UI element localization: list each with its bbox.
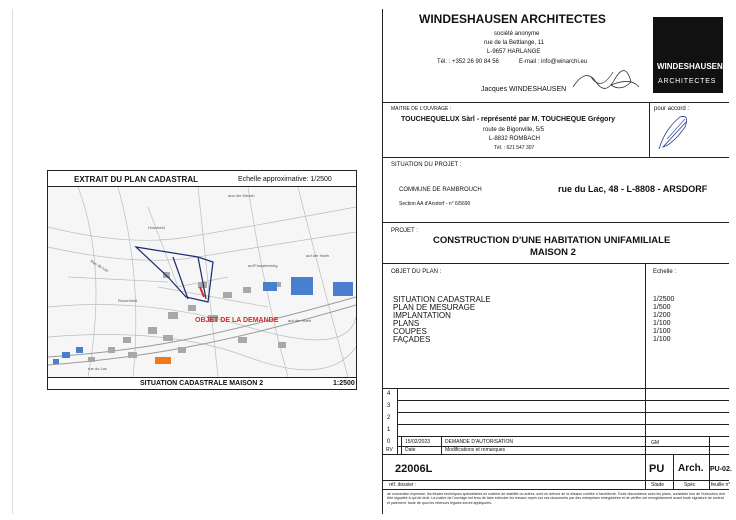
cadastral-map — [48, 187, 356, 377]
disclaimer-line-1: de convention expresse, les études techniques spécialisées en matière de stabilité ou autres, sont en dehors de la mission confiée à l'architecte. Toute discordance avec les plans, constatée lors de l'exécution doit être signalée à qui de droit. La maître de l'ouvrage est tenu de faire exécuter les travaux repris sur ces documents — [387, 492, 725, 501]
plan-item-name: IMPLANTATION — [393, 311, 451, 320]
file-label: réf. dossier : — [389, 482, 417, 488]
sheet-label: feuille n° — [711, 482, 731, 488]
map-label-3: Rue du Lac — [89, 258, 110, 274]
cadastral-caption-scale: 1:2500 — [333, 380, 355, 387]
plan-item-scale: 1/100 — [653, 328, 671, 335]
stage-label: Stade — [651, 482, 665, 488]
firm-phone: Tél. : +352 26 90 84 56 — [437, 59, 499, 65]
revision-header-date: Date — [405, 447, 416, 453]
project-title-2: MAISON 2 — [530, 247, 576, 258]
client-signature-icon — [655, 109, 695, 154]
plan-item-name: PLAN DE MESURAGE — [393, 303, 476, 312]
spec-label: Spéc — [684, 482, 696, 488]
revision-index: 2 — [387, 415, 391, 421]
client-city: L-8832 ROMBACH — [489, 136, 541, 142]
firm-street: rue de la Bettlange, 11 — [484, 40, 544, 46]
revision-initials: GM — [651, 440, 660, 446]
spec-value: Arch. — [678, 463, 704, 474]
plan-item-scale: 1/2500 — [653, 296, 675, 303]
plan-object-label: OBJET DU PLAN : — [391, 269, 442, 275]
title-block — [382, 9, 732, 514]
map-label-2: Hoscheid — [148, 225, 165, 230]
site-section: Section AA d'Arsdorf - n° 6/5690 — [399, 201, 471, 207]
cadastral-extract — [47, 170, 357, 390]
client-street: route de Bigonville, 5/5 — [483, 127, 545, 133]
firm-email: E-mail : info@winarchi.eu — [519, 59, 588, 65]
project-label: PROJET : — [391, 228, 418, 234]
site-label: SITUATION DU PROJET : — [391, 162, 462, 168]
map-label-6: Rocenheid — [118, 298, 138, 303]
revision-index: 3 — [387, 403, 391, 409]
client-name: TOUCHEQUELUX Sàrl - représenté par M. TOUCHEQUE Grégory — [401, 116, 616, 123]
plan-item-name: COUPES — [393, 327, 427, 336]
file-block — [383, 454, 732, 489]
revision-table — [383, 388, 729, 454]
firm-name: WINDESHAUSEN ARCHITECTES — [419, 12, 606, 26]
disclaimer-line-2: par des entreprises enregistrées et de vérifier cet enregistrement avant toute signature de contrat et paiement, faute de quoi les retenues légales seront appliquées. — [387, 496, 724, 505]
site-address: rue du Lac, 48 - L-8808 - ARSDORF — [558, 184, 708, 194]
firm-architect: Jacques WINDESHAUSEN — [481, 86, 567, 93]
site-commune: COMMUNE DE RAMBROUCH — [399, 187, 482, 193]
file-number: 22006L — [395, 463, 433, 475]
revision-index: 1 — [387, 427, 391, 433]
cadastral-scale: Echelle approximative: 1/2500 — [238, 176, 332, 183]
plan-item-scale: 1/100 — [653, 320, 671, 327]
map-label-8: rue du Lac — [88, 366, 107, 371]
revision-index: 0 — [387, 439, 391, 445]
cadastral-title: EXTRAIT DU PLAN CADASTRAL — [74, 175, 198, 184]
plan-item-scale: 1/100 — [653, 336, 671, 343]
plan-item-name: PLANS — [393, 319, 420, 328]
plan-item-scale: 1/200 — [653, 312, 671, 319]
logo-line-1: WINDESHAUSEN — [657, 62, 723, 71]
firm-city: L-9657 HARLANGE — [487, 49, 541, 55]
plan-item-scale: 1/500 — [653, 304, 671, 311]
firm-logo — [653, 17, 723, 93]
cadastral-caption: SITUATION CADASTRALE MAISON 2 — [140, 380, 264, 387]
revision-index: 4 — [387, 391, 391, 397]
client-label: MAITRE DE L'OUVRAGE : — [391, 106, 452, 112]
map-label-1: aus der Kiesch — [228, 193, 255, 198]
stage-value: PU — [649, 463, 665, 475]
map-label-5: auf der Hoeh — [306, 253, 330, 258]
revision-date: 15/02/2023 — [405, 439, 431, 445]
logo-line-2: ARCHITECTES — [658, 78, 717, 85]
approval-label: pour accord : — [654, 106, 690, 112]
client-phone: Tél. : 621 547 307 — [494, 145, 535, 151]
revision-description: DEMANDE D'AUTORISATION — [445, 439, 513, 445]
revision-header-rv: RV — [386, 447, 393, 453]
plan-item-name: SITUATION CADASTRALE — [393, 295, 491, 304]
revision-header-desc: Modifications et remarques — [445, 447, 506, 453]
project-title-1: CONSTRUCTION D'UNE HABITATION UNIFAMILIALE — [433, 235, 671, 246]
architect-signature-icon — [571, 57, 641, 97]
demand-label: OBJET DE LA DEMANDE — [195, 317, 279, 324]
sheet-value: PU-02. — [710, 466, 732, 473]
disclaimer — [387, 492, 727, 512]
plan-item-name: FAÇADES — [393, 335, 431, 344]
map-label-4: auf'Fossebershg — [248, 263, 278, 268]
firm-legal-form: société anonyme — [494, 31, 540, 37]
map-label-7: auf der Hoeh — [288, 318, 312, 323]
scale-label: Echelle : — [653, 269, 677, 275]
